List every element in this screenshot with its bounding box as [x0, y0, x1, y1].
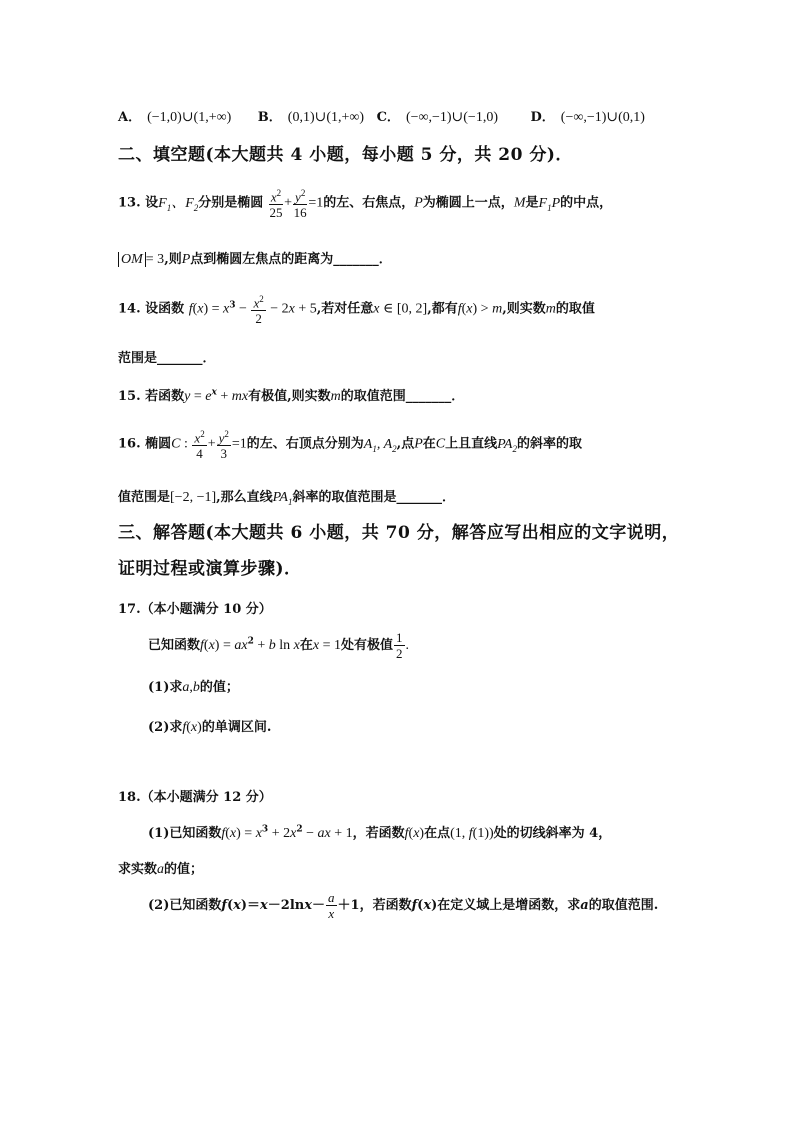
section-fill-in-title: 二、填空题(本大题共 4 小题，每小题 5 分，共 20 分)． — [118, 145, 573, 165]
q17-part1-b: 的值； — [199, 680, 239, 695]
question-18-part-1-line-1: (1)已知函数$f(x) = x^3 + 2x^2$ − ax + 1，若函数f(x)在点(1, f(1))处的切线斜率为 4， — [148, 824, 612, 841]
q13-text-6: 的中点， — [560, 195, 613, 211]
section-answer-title-line-1: 三、解答题(本大题共 6 小题，共 70 分，解答应写出相应的文字说明， — [118, 523, 680, 543]
q13-text-7: ,则 — [164, 252, 182, 267]
question-17-header: 17.（本小题满分 10 分） — [118, 602, 272, 617]
question-18-part-2: (2)已知函数f(x)＝x－2lnx－ $\frac{a}{x}$ ＋1，若函数f(x)在定义域上是增函数，求a的取值范围. — [148, 890, 659, 921]
q13-frac-x: $\frac{x^2}{25}$ — [269, 188, 283, 221]
q16-text-6: 的斜率的取 — [516, 436, 582, 452]
q13-text-3: 的左、右焦点， — [323, 195, 415, 211]
q18-text-3: 在点 — [424, 826, 451, 841]
q16-text-8: ,那么直线 — [216, 490, 273, 505]
question-14-line-1: 14. 设函数 $f(x) = x^3$ − $\frac{x^2}{2}$ − 2x + 5,若对任意x ∈ [0, 2],都有f(x) > m,则实数m的取值 — [118, 294, 595, 327]
q14-text-2: ,若对任意 — [316, 301, 374, 317]
q13-number: 13. — [118, 195, 141, 211]
option-a-value: (−1,0)∪(1,+∞) — [147, 110, 232, 125]
q17-part2-b: 的单调区间. — [201, 720, 272, 735]
q14-number: 14. — [118, 301, 141, 317]
question-13-line-1: 13. 设$F_1$、$F_2$分别是椭圆 $\frac{x^2}{25}$ + $\frac{y^2}{16}$ =1的左、右焦点，P为椭圆上一点，M是$F_1P$的中点， — [118, 188, 613, 221]
q16-text-4: 在 — [422, 436, 436, 452]
q16-text-2: 的左、右顶点分别为 — [246, 436, 364, 452]
q14-text-4: ,则实数 — [502, 301, 546, 317]
q18-text-4: 处的切线斜率为 4， — [493, 826, 612, 841]
section-answer-title-line-2: 证明过程或演算步骤)． — [118, 559, 302, 579]
q17-text-2: 在 — [299, 638, 313, 653]
q18-part2-a: (2)已知函数 — [148, 898, 222, 913]
question-13-line-2: OM = 3,则P点到椭圆左焦点的距离为_______． — [118, 248, 392, 268]
q16-text-5: 上且直线 — [445, 436, 498, 452]
q13-text-4: 为椭圆上一点， — [422, 195, 514, 211]
q13-text-1: 设 — [145, 195, 159, 211]
option-c-value: (−∞,−1)∪(−1,0) — [405, 110, 498, 125]
q14-text-1: 设函数 — [145, 301, 185, 317]
question-18-header: 18.（本小题满分 12 分） — [118, 790, 272, 805]
q13-text-8: 点到椭圆左焦点的距离为_______． — [190, 252, 392, 267]
question-17-part-1: (1)求a,b的值； — [148, 680, 239, 695]
q13-text-2: 分别是椭圆 — [198, 195, 264, 211]
q14-text-6: 范围是_______． — [118, 351, 216, 366]
q18-part2-d: 的取值范围. — [588, 898, 659, 913]
q17-text-1: 已知函数 — [148, 638, 201, 653]
q13-text-5: 是 — [525, 195, 539, 211]
q15-text-2: 有极值,则实数 — [248, 389, 331, 404]
question-16-line-1: 16. 椭圆C : $\frac{x^2}{4}$ + $\frac{y^2}{3}$ =1的左、右顶点分别为$A_1$, $A_2$,点P在C上且直线$PA_2$的斜率的取 — [118, 429, 582, 462]
question-17-stem: 已知函数$f(x) = ax^2 + b$ ln x在x = 1处有极值 $\frac{1}{2}$ . — [148, 630, 410, 661]
q16-text-7: 值范围是 — [118, 490, 171, 505]
option-d-value: (−∞,−1)∪(0,1) — [560, 110, 645, 125]
question-16-line-2: 值范围是[−2, −1],那么直线$PA_1$斜率的取值范围是_______． — [118, 490, 455, 507]
question-17-part-2: (2)求f(x)的单调区间. — [148, 720, 272, 735]
q18-text-1: (1)已知函数 — [148, 826, 222, 841]
q16-text-1: 椭圆 — [145, 436, 172, 452]
q16-text-9: 斜率的取值范围是_______． — [292, 490, 455, 505]
q16-text-3: ,点 — [396, 436, 415, 452]
question-18-part-1-line-2: 求实数a的值； — [118, 862, 204, 877]
q18-part2-b: ，若函数 — [359, 898, 412, 913]
q15-text-3: 的取值范围_______． — [340, 389, 465, 404]
q18-text-6: 的值； — [164, 862, 204, 877]
option-b-label: B． — [257, 110, 282, 125]
question-15: 15. 若函数$y = e^x$ + mx有极值,则实数m的取值范围_______． — [118, 387, 465, 404]
option-b-value: (0,1)∪(1,+∞) — [287, 110, 365, 125]
q15-text-1: 若函数 — [145, 389, 185, 404]
q18-text-2: ，若函数 — [352, 826, 405, 841]
q15-number: 15. — [118, 389, 141, 404]
q14-text-5: 的取值 — [555, 301, 595, 317]
q17-part2-a: (2)求 — [148, 720, 183, 735]
q17-text-3: 处有极值 — [341, 638, 394, 653]
q13-frac-y: $\frac{y^2}{16}$ — [293, 188, 307, 221]
option-d-label: D． — [530, 110, 555, 125]
q14-text-3: ,都有 — [427, 301, 458, 317]
q17-part1-a: (1)求 — [148, 680, 183, 695]
q18-part2-c: 在定义域上是增函数，求 — [437, 898, 581, 913]
answer-options — [118, 106, 645, 126]
option-c-label: C． — [376, 110, 400, 125]
q18-text-5: 求实数 — [118, 862, 158, 877]
q16-number: 16. — [118, 436, 141, 452]
option-a-label: A． — [118, 110, 142, 125]
question-14-line-2 — [118, 347, 216, 366]
q13-foci: $F_1$、$F_2$ — [158, 195, 199, 213]
